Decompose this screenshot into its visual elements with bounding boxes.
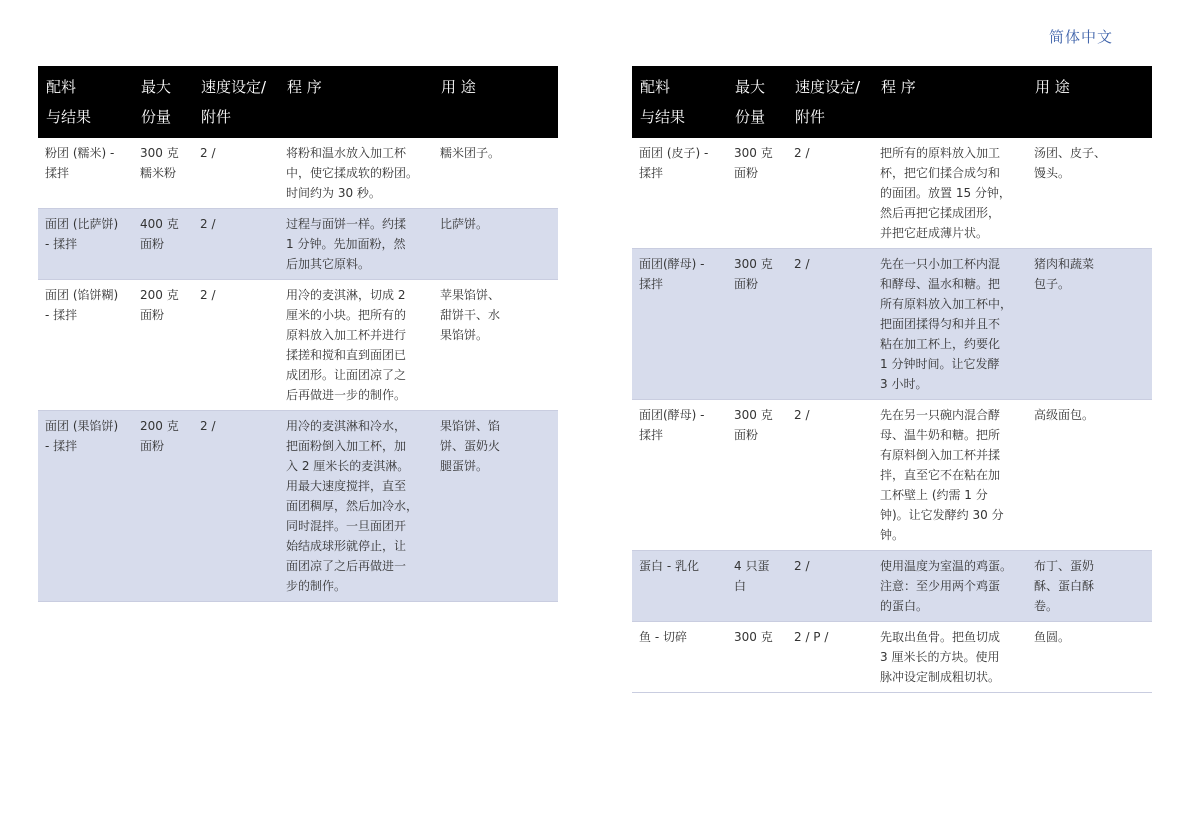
quantity-cell: 4 只蛋 白: [727, 551, 787, 622]
header-procedure: 程 序: [279, 66, 433, 138]
header-speed-attachment: 速度设定/ 附件: [787, 66, 873, 138]
usage-cell: 比萨饼。: [433, 209, 558, 280]
usage-cell: 猪肉和蔬菜 包子。: [1027, 249, 1152, 400]
ingredient-cell: 鱼 - 切碎: [639, 630, 687, 644]
header-max-quantity: 最大 份量: [133, 66, 193, 138]
usage-cell: 布丁、蛋奶 酥、蛋白酥 卷。: [1027, 551, 1152, 622]
quantity-cell: 300 克 糯米粉: [140, 146, 179, 180]
procedure-cell: 先在一只小加工杯内混 和酵母、温水和糖。把 所有原料放入加工杯中， 把面团揉得匀和并且不 粘在加工杯上，约要化 1 分钟时间。让它发酵 3 小时。: [873, 249, 1027, 400]
quantity-cell: 300 克 面粉: [734, 146, 773, 180]
ingredient-cell: 面团(酵母) - 揉拌: [639, 408, 705, 442]
usage-cell: 糯米团子。: [440, 146, 501, 160]
speed-cell: 2 /: [200, 288, 216, 302]
quantity-cell: 300 克: [734, 630, 773, 644]
table-row: [632, 400, 1152, 551]
ingredient-cell: 面团 (果馅饼) - 揉拌: [38, 411, 133, 602]
header-usage: 用 途: [1027, 66, 1152, 138]
header-ingredients: 配料 与结果: [632, 66, 727, 138]
ingredient-cell: 面团 (皮子) - 揉拌: [639, 146, 709, 180]
quantity-cell: 200 克 面粉: [133, 411, 193, 602]
procedure-cell: 使用温度为室温的鸡蛋。 注意：至少用两个鸡蛋 的蛋白。: [873, 551, 1027, 622]
table-row: [632, 249, 1152, 400]
usage-cell: 果馅饼、馅 饼、蛋奶火 腿蛋饼。: [433, 411, 558, 602]
ingredient-cell: 粉团 (糯米) - 揉拌: [45, 146, 115, 180]
table-row: [38, 411, 558, 602]
procedure-cell: 把所有的原料放入加工 杯，把它们揉合成匀和 的面团。放置 15 分钟， 然后再把它揉成团形， 并把它赶成薄片状。: [880, 146, 1011, 240]
quantity-cell: 300 克 面粉: [734, 408, 773, 442]
usage-cell: 汤团、皮子、 馒头。: [1034, 146, 1107, 180]
procedure-cell: 过程与面饼一样。约揉 1 分钟。先加面粉，然 后加其它原料。: [279, 209, 433, 280]
header-speed-attachment: 速度设定/ 附件: [193, 66, 279, 138]
language-label: 简体中文: [1048, 28, 1113, 46]
header-procedure: 程 序: [873, 66, 1027, 138]
table-header-row: [38, 66, 558, 138]
speed-cell: 2 /: [787, 249, 873, 400]
ingredient-cell: 蛋白 - 乳化: [632, 551, 727, 622]
table-row: [632, 622, 1152, 693]
procedure-cell: 用冷的麦淇淋和冷水， 把面粉倒入加工杯，加 入 2 厘米长的麦淇淋。 用最大速度搅拌，直至 面团稠厚，然后加冷水， 同时混拌。一旦面团开 始结成球形就停止，让 面团凉了之后再做进一 步的制作。: [279, 411, 433, 602]
left-page-table: [38, 66, 558, 602]
table-row: [38, 280, 558, 411]
speed-cell: 2 /: [193, 209, 279, 280]
table-header-row: [632, 66, 1152, 138]
usage-cell: 高级面包。: [1034, 408, 1095, 422]
quantity-cell: 300 克 面粉: [727, 249, 787, 400]
usage-cell: 鱼圆。: [1034, 630, 1071, 644]
procedure-cell: 先在另一只碗内混合酵 母、温牛奶和糖。把所 有原料倒入加工杯并揉 拌，直至它不在粘在加 工杯壁上 (约需 1 分 钟)。让它发酵约 30 分 钟。: [880, 408, 1004, 542]
speed-cell: 2 /: [794, 408, 810, 422]
ingredient-cell: 面团 (比萨饼) - 揉拌: [38, 209, 133, 280]
table-row: [38, 138, 558, 209]
table-row: [632, 551, 1152, 622]
quantity-cell: 400 克 面粉: [133, 209, 193, 280]
header-usage: 用 途: [433, 66, 558, 138]
ingredient-cell: 面团(酵母) - 揉拌: [632, 249, 727, 400]
header-max-quantity: 最大 份量: [727, 66, 787, 138]
ingredient-cell: 面团 (馅饼糊) - 揉拌: [45, 288, 119, 322]
procedure-cell: 用冷的麦淇淋，切成 2 厘米的小块。把所有的 原料放入加工杯并进行 揉搓和搅和直到面团已 成团形。让面团凉了之 后再做进一步的制作。: [286, 288, 407, 402]
header-ingredients: 配料 与结果: [38, 66, 133, 138]
table-row: [38, 209, 558, 280]
speed-cell: 2 / P /: [794, 630, 829, 644]
table-row: [632, 138, 1152, 249]
speed-cell: 2 /: [193, 411, 279, 602]
procedure-cell: 将粉和温水放入加工杯 中，使它揉成软的粉团。 时间约为 30 秒。: [286, 146, 419, 200]
speed-cell: 2 /: [794, 146, 810, 160]
procedure-cell: 先取出鱼骨。把鱼切成 3 厘米长的方块。使用 脉冲设定制成粗切状。: [880, 630, 1001, 684]
right-page-table: [632, 66, 1152, 693]
speed-cell: 2 /: [200, 146, 216, 160]
speed-cell: 2 /: [787, 551, 873, 622]
usage-cell: 苹果馅饼、 甜饼干、水 果馅饼。: [440, 288, 501, 342]
quantity-cell: 200 克 面粉: [140, 288, 179, 322]
